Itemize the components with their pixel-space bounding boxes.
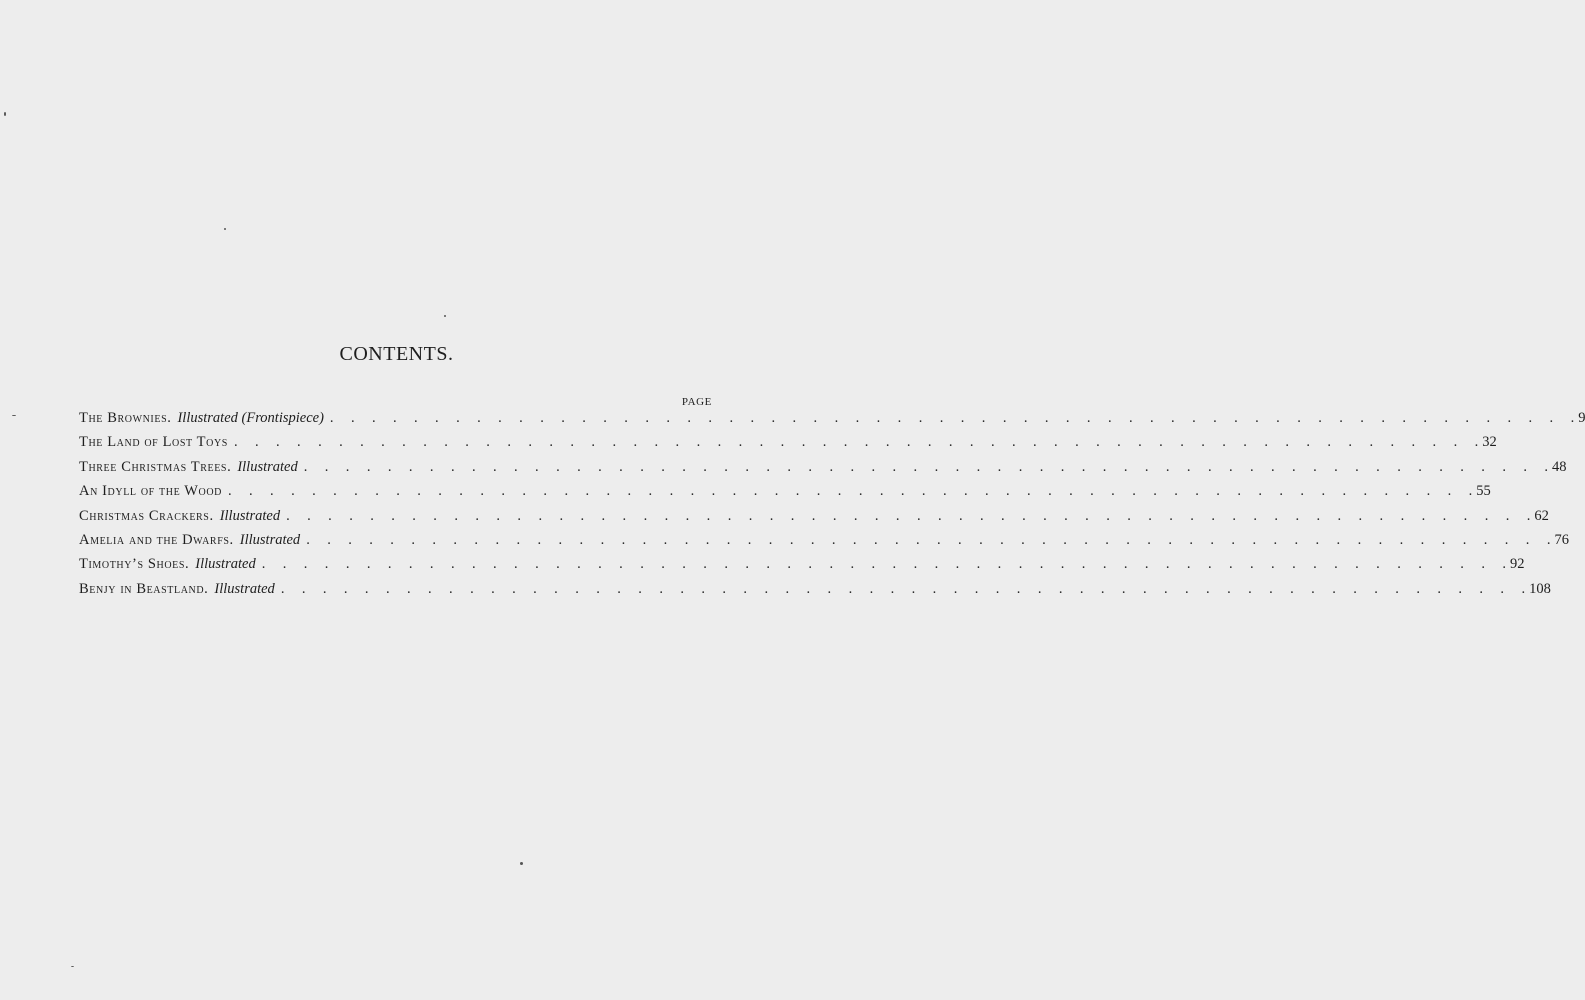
contents-entry [79,410,1585,434]
dot-leader: . . . . . . . . . . . . . . . . . . . . . . . . . . . . . . . . . . . . . . . . . . . . . . . . . . . . . . . . . . . . [228,483,1473,500]
entry-page-number: 32 [1482,434,1497,451]
entry-page-number: 62 [1534,507,1549,524]
entry-page-number: 92 [1509,556,1525,573]
dot-leader: . . . . . . . . . . . . . . . . . . . . . . . . . . . . . . . . . . . . . . . . . . . . . . . . . . . . . . . . . . . . [233,434,1479,451]
contents-entry [79,556,1525,580]
contents-heading: CONTENTS. [339,343,454,365]
entry-title: Timothy’s Shoes. [79,556,190,573]
entry-title: Christmas Crackers. [79,507,214,524]
entry-page-number: 76 [1554,531,1569,548]
entry-page-number: 48 [1552,458,1567,475]
dot-leader: . . . . . . . . . . . . . . . . . . . . . . . . . . . . . . . . . . . . . . . . . . . . . . . . . . . . . . . . . . . . [286,507,1531,524]
scan-speck [12,415,16,416]
contents-entry [79,483,1491,507]
contents-list [79,410,1585,605]
scan-speck [444,315,446,317]
scan-speck [4,112,6,116]
entry-title: Amelia and the Dwarfs. [79,531,234,548]
entry-note: Illustrated [195,556,256,573]
entry-note: Illustrated [237,458,298,475]
entry-title: Three Christmas Trees. [79,458,232,475]
entry-note: Illustrated (Frontispiece) [177,410,324,426]
contents-entry [79,531,1569,556]
contents-entry [79,580,1551,605]
scan-speck [71,966,74,967]
contents-entry [79,434,1497,458]
scan-speck [520,862,523,865]
dot-leader: . . . . . . . . . . . . . . . . . . . . . . . . . . . . . . . . . . . . . . . . . . . . . . . . . . . . . . . . . . . . [280,580,1526,597]
entry-page-number: 9 [1578,410,1585,426]
entry-note: Illustrated [219,507,281,524]
dot-leader: . . . . . . . . . . . . . . . . . . . . . . . . . . . . . . . . . . . . . . . . . . . . . . . . . . . . . . . . . . . . [306,531,1551,548]
entry-title: The Brownies. [79,410,172,426]
scan-speck [224,228,226,230]
contents-entry [79,458,1567,483]
page-column-label: PAGE [681,396,712,408]
entry-note: Illustrated [214,580,275,597]
entry-page-number: 55 [1476,483,1491,500]
contents-entry [79,507,1549,532]
entry-title: The Land of Lost Toys [79,434,228,451]
dot-leader: . . . . . . . . . . . . . . . . . . . . . . . . . . . . . . . . . . . . . . . . . . . . . . . . . . . . . . . . . . . . [261,556,1506,573]
entry-title: An Idyll of the Wood [79,483,222,500]
dot-leader: . . . . . . . . . . . . . . . . . . . . . . . . . . . . . . . . . . . . . . . . . . . . . . . . . . . . . . . . . . . . [329,410,1575,426]
entry-page-number: 108 [1529,580,1551,597]
entry-title: Benjy in Beastland. [79,580,209,597]
entry-note: Illustrated [239,531,301,548]
dot-leader: . . . . . . . . . . . . . . . . . . . . . . . . . . . . . . . . . . . . . . . . . . . . . . . . . . . . . . . . . . . . [303,458,1549,475]
